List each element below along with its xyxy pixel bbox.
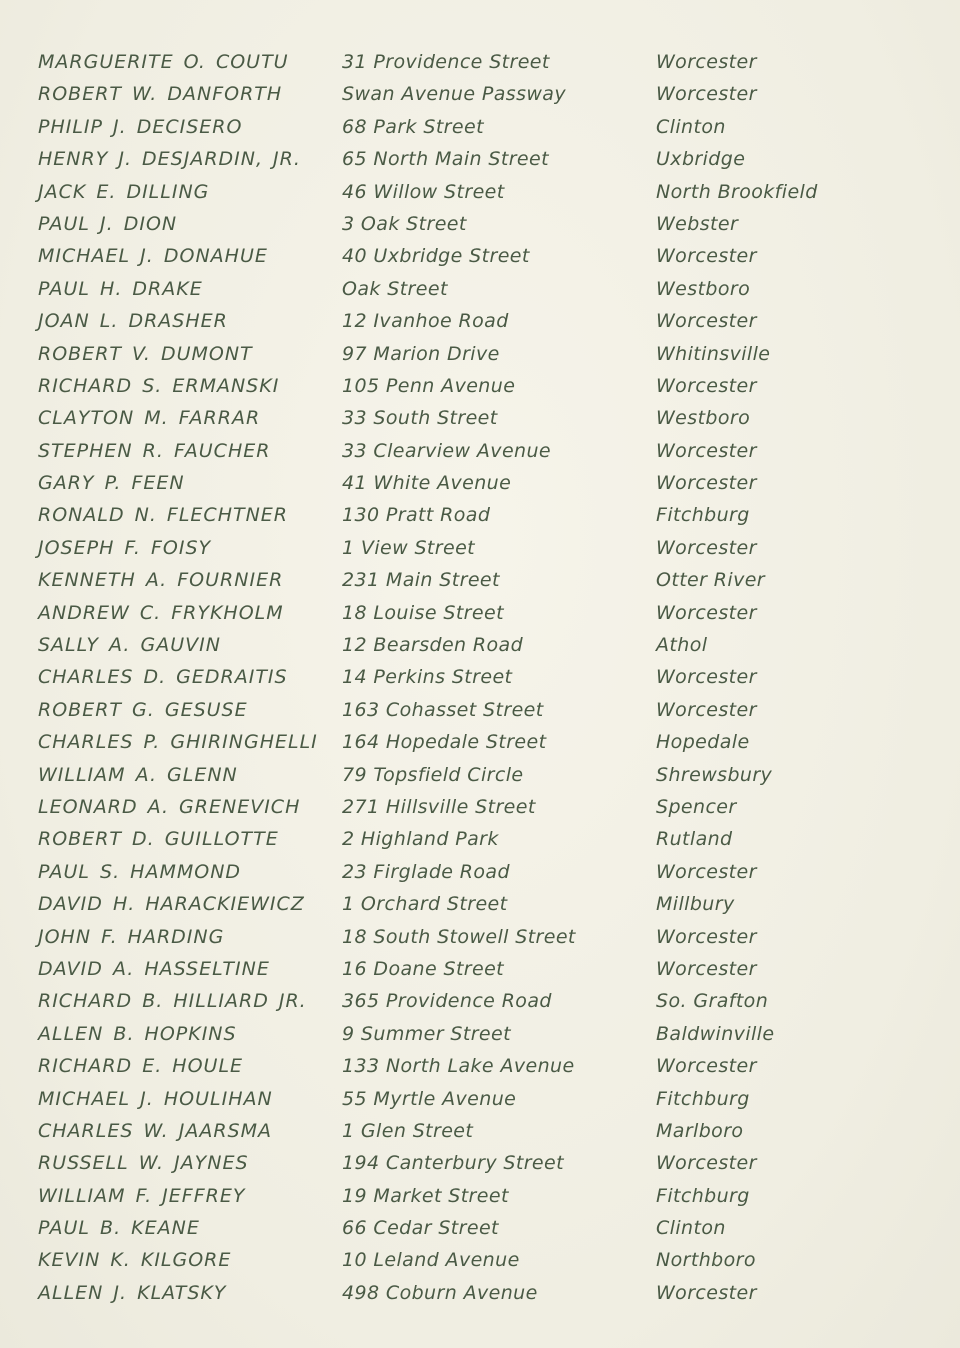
town-name: Fitchburg — [656, 504, 750, 527]
town-name: Clinton — [656, 1217, 726, 1240]
town-name: Worcester — [656, 374, 757, 397]
person-name: RICHARD E. HOULE — [38, 1055, 244, 1078]
person-name: ROBERT W. DANFORTH — [38, 83, 283, 106]
person-name: CHARLES W. JAARSMA — [38, 1119, 273, 1142]
street-address: 271 Hillsville Street — [342, 795, 536, 818]
town-name: Fitchburg — [656, 1184, 750, 1207]
person-name: ANDREW C. FRYKHOLM — [38, 601, 284, 624]
directory-row — [38, 469, 938, 501]
town-name: Whitinsville — [656, 342, 771, 365]
person-name: HENRY J. DESJARDIN, JR. — [38, 148, 301, 171]
town-name: Worcester — [656, 601, 757, 624]
street-address: 1 Glen Street — [342, 1119, 474, 1142]
directory-row — [38, 113, 938, 145]
town-name: Fitchburg — [656, 1087, 750, 1110]
person-name: KENNETH A. FOURNIER — [38, 569, 284, 592]
town-name: Baldwinville — [656, 1022, 775, 1045]
directory-row — [38, 1052, 938, 1084]
street-address: 12 Bearsden Road — [342, 634, 524, 657]
street-address: 231 Main Street — [342, 569, 500, 592]
directory-row — [38, 501, 938, 533]
street-address: 66 Cedar Street — [342, 1217, 499, 1240]
person-name: PAUL S. HAMMOND — [38, 860, 242, 883]
person-name: RONALD N. FLECHTNER — [38, 504, 289, 527]
directory-list — [38, 48, 938, 1311]
directory-row — [38, 1182, 938, 1214]
directory-row — [38, 987, 938, 1019]
person-name: DAVID A. HASSELTINE — [38, 957, 270, 980]
directory-row — [38, 631, 938, 663]
street-address: 194 Canterbury Street — [342, 1152, 564, 1175]
directory-row — [38, 728, 938, 760]
street-address: 164 Hopedale Street — [342, 731, 547, 754]
person-name: JOSEPH F. FOISY — [38, 536, 212, 559]
street-address: 9 Summer Street — [342, 1022, 511, 1045]
street-address: 33 South Street — [342, 407, 498, 430]
street-address: 365 Providence Road — [342, 990, 552, 1013]
directory-row — [38, 890, 938, 922]
street-address: 40 Uxbridge Street — [342, 245, 530, 268]
town-name: Otter River — [656, 569, 766, 592]
person-name: JACK E. DILLING — [38, 180, 210, 203]
town-name: Worcester — [656, 536, 757, 559]
directory-row — [38, 1085, 938, 1117]
person-name: PAUL J. DION — [38, 212, 178, 235]
street-address: 65 North Main Street — [342, 148, 549, 171]
person-name: ROBERT V. DUMONT — [38, 342, 253, 365]
person-name: PHILIP J. DECISERO — [38, 115, 243, 138]
street-address: 10 Leland Avenue — [342, 1249, 520, 1272]
person-name: ALLEN B. HOPKINS — [38, 1022, 237, 1045]
street-address: 2 Highland Park — [342, 828, 499, 851]
town-name: Worcester — [656, 83, 757, 106]
person-name: JOHN F. HARDING — [38, 925, 225, 948]
street-address: 14 Perkins Street — [342, 666, 513, 689]
person-name: PAUL H. DRAKE — [38, 277, 203, 300]
street-address: 55 Myrtle Avenue — [342, 1087, 517, 1110]
person-name: ROBERT D. GUILLOTTE — [38, 828, 279, 851]
street-address: 133 North Lake Avenue — [342, 1055, 575, 1078]
street-address: 23 Firglade Road — [342, 860, 510, 883]
directory-row — [38, 1214, 938, 1246]
town-name: Worcester — [656, 698, 757, 721]
street-address: 18 Louise Street — [342, 601, 504, 624]
town-name: Worcester — [656, 957, 757, 980]
town-name: Spencer — [656, 795, 737, 818]
street-address: 130 Pratt Road — [342, 504, 491, 527]
person-name: RUSSELL W. JAYNES — [38, 1152, 249, 1175]
directory-row — [38, 1020, 938, 1052]
directory-row — [38, 663, 938, 695]
town-name: Worcester — [656, 51, 757, 73]
person-name: SALLY A. GAUVIN — [38, 634, 221, 657]
street-address: Swan Avenue Passway — [342, 83, 566, 106]
directory-row — [38, 696, 938, 728]
person-name: RICHARD S. ERMANSKI — [38, 374, 280, 397]
person-name: WILLIAM F. JEFFREY — [38, 1184, 246, 1207]
person-name: MICHAEL J. DONAHUE — [38, 245, 268, 268]
town-name: Shrewsbury — [656, 763, 773, 786]
directory-row — [38, 404, 938, 436]
directory-row — [38, 825, 938, 857]
directory-row — [38, 178, 938, 210]
directory-row — [38, 340, 938, 372]
person-name: MICHAEL J. HOULIHAN — [38, 1087, 273, 1110]
town-name: North Brookfield — [656, 180, 818, 203]
town-name: Uxbridge — [656, 148, 746, 171]
person-name: KEVIN K. KILGORE — [38, 1249, 232, 1272]
person-name: CLAYTON M. FARRAR — [38, 407, 261, 430]
directory-row — [38, 793, 938, 825]
person-name: LEONARD A. GRENEVICH — [38, 795, 301, 818]
directory-row — [38, 566, 938, 598]
directory-row — [38, 1149, 938, 1181]
person-name: STEPHEN R. FAUCHER — [38, 439, 271, 462]
town-name: Westboro — [656, 277, 751, 300]
street-address: 16 Doane Street — [342, 957, 505, 980]
town-name: Clinton — [656, 115, 726, 138]
directory-row — [38, 955, 938, 987]
street-address: 1 Orchard Street — [342, 893, 508, 916]
town-name: Worcester — [656, 1152, 757, 1175]
town-name: Marlboro — [656, 1119, 744, 1142]
directory-row — [38, 372, 938, 404]
directory-row — [38, 437, 938, 469]
person-name: GARY P. FEEN — [38, 472, 185, 495]
town-name: Westboro — [656, 407, 751, 430]
directory-row — [38, 534, 938, 566]
town-name: Worcester — [656, 1281, 757, 1304]
town-name: Worcester — [656, 666, 757, 689]
town-name: Millbury — [656, 893, 735, 916]
directory-row — [38, 761, 938, 793]
person-name: RICHARD B. HILLIARD JR. — [38, 990, 307, 1013]
street-address: 18 South Stowell Street — [342, 925, 576, 948]
street-address: Oak Street — [342, 277, 448, 300]
town-name: Webster — [656, 212, 739, 235]
person-name: JOAN L. DRASHER — [38, 310, 228, 333]
street-address: 12 Ivanhoe Road — [342, 310, 509, 333]
town-name: Athol — [656, 634, 708, 657]
person-name: DAVID H. HARACKIEWICZ — [38, 893, 305, 916]
person-name: CHARLES P. GHIRINGHELLI — [38, 731, 318, 754]
directory-row — [38, 1117, 938, 1149]
directory-row — [38, 858, 938, 890]
person-name: ROBERT G. GESUSE — [38, 698, 248, 721]
town-name: So. Grafton — [656, 990, 769, 1013]
town-name: Hopedale — [656, 731, 750, 754]
person-name: CHARLES D. GEDRAITIS — [38, 666, 288, 689]
directory-row — [38, 210, 938, 242]
directory-row — [38, 48, 938, 80]
directory-row — [38, 307, 938, 339]
street-address: 46 Willow Street — [342, 180, 505, 203]
directory-row — [38, 242, 938, 274]
directory-row — [38, 275, 938, 307]
street-address: 105 Penn Avenue — [342, 374, 516, 397]
town-name: Worcester — [656, 439, 757, 462]
person-name: PAUL B. KEANE — [38, 1217, 200, 1240]
directory-row — [38, 1246, 938, 1278]
directory-row — [38, 145, 938, 177]
street-address: 1 View Street — [342, 536, 476, 559]
street-address: 498 Coburn Avenue — [342, 1281, 538, 1304]
person-name: WILLIAM A. GLENN — [38, 763, 238, 786]
town-name: Worcester — [656, 1055, 757, 1078]
town-name: Northboro — [656, 1249, 756, 1272]
street-address: 31 Providence Street — [342, 51, 550, 73]
street-address: 3 Oak Street — [342, 212, 467, 235]
street-address: 79 Topsfield Circle — [342, 763, 524, 786]
directory-row — [38, 1279, 938, 1311]
street-address: 41 White Avenue — [342, 472, 512, 495]
directory-row — [38, 923, 938, 955]
town-name: Rutland — [656, 828, 733, 851]
street-address: 97 Marion Drive — [342, 342, 500, 365]
street-address: 19 Market Street — [342, 1184, 509, 1207]
directory-row — [38, 80, 938, 112]
town-name: Worcester — [656, 310, 757, 333]
directory-row — [38, 599, 938, 631]
town-name: Worcester — [656, 245, 757, 268]
town-name: Worcester — [656, 472, 757, 495]
town-name: Worcester — [656, 860, 757, 883]
street-address: 163 Cohasset Street — [342, 698, 544, 721]
person-name: ALLEN J. KLATSKY — [38, 1281, 227, 1304]
town-name: Worcester — [656, 925, 757, 948]
person-name: MARGUERITE O. COUTU — [38, 51, 289, 73]
street-address: 33 Clearview Avenue — [342, 439, 552, 462]
street-address: 68 Park Street — [342, 115, 484, 138]
